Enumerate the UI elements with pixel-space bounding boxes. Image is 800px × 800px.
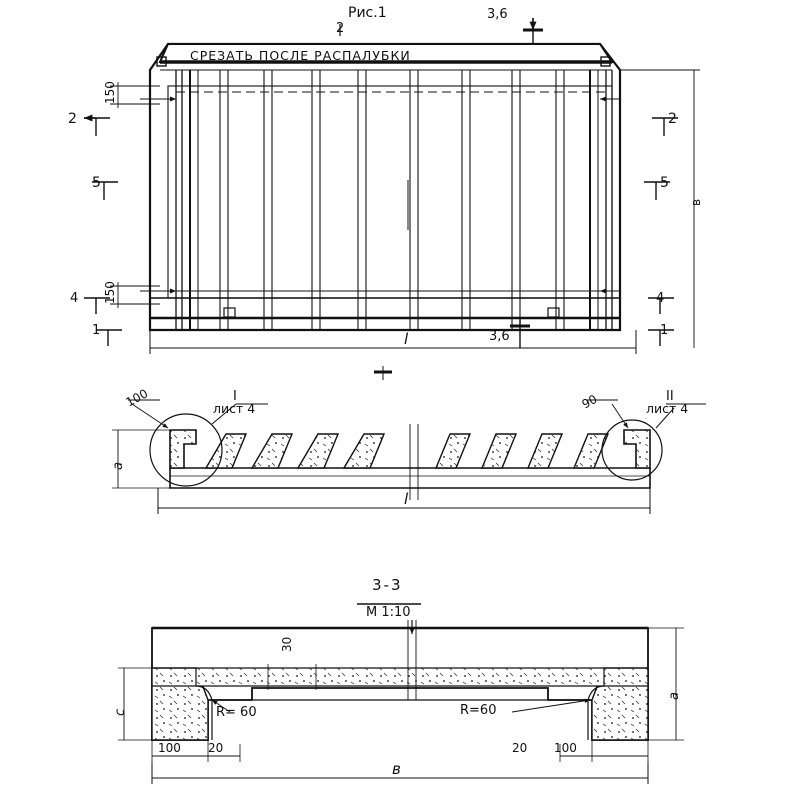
right-mark-2: 2 xyxy=(668,111,677,127)
left-dim-150-top: 150 xyxy=(103,81,117,104)
mid-length-dim-l: l xyxy=(404,490,409,508)
section-top-dim-30: 30 xyxy=(280,636,294,652)
right-mark-1: 1 xyxy=(660,323,669,338)
right-mark-4: 4 xyxy=(656,291,665,306)
radius-left-label: R= 60 xyxy=(216,705,257,720)
top-center-mark: 2 xyxy=(336,21,345,36)
bottom-dim-20-left: 20 xyxy=(208,741,224,755)
left-mark-5: 5 xyxy=(92,175,101,191)
left-mark-2: 2 xyxy=(68,111,77,127)
detail-I-sheet: лист 4 xyxy=(213,401,256,416)
figure-title: Рис.1 xyxy=(348,5,387,21)
mid-right-dim-90: 90 xyxy=(579,391,600,412)
section-title: 3-3 xyxy=(372,576,403,594)
right-mark-5: 5 xyxy=(660,175,669,191)
mid-left-dim-100: 100 xyxy=(123,386,151,410)
detail-II-sheet: лист 4 xyxy=(646,401,689,416)
left-dim-150-bottom: 150 xyxy=(103,281,117,304)
section-scale: М 1:10 xyxy=(366,605,411,620)
detail-II-label: II xyxy=(666,389,674,404)
detail-I-label: I xyxy=(233,389,237,404)
left-mark-4: 4 xyxy=(70,291,79,306)
section-height-c: c xyxy=(113,708,128,716)
top-section-callout: 3,6 xyxy=(487,7,508,22)
section-height-a: a xyxy=(667,692,682,700)
left-mark-1: 1 xyxy=(92,323,101,338)
bottom-dim-20-right: 20 xyxy=(512,741,528,755)
bottom-section-callout: 3,6 xyxy=(489,329,510,344)
bottom-dim-100-right: 100 xyxy=(554,741,577,755)
plan-length-dim: l xyxy=(404,330,409,348)
right-small-label: в xyxy=(689,198,703,206)
section-overall-dim: в xyxy=(392,760,401,778)
mid-height-dim-a: a xyxy=(111,462,126,470)
cut-after-stripping-note: СРЕЗАТЬ ПОСЛЕ РАСПАЛУБКИ xyxy=(190,48,411,63)
bottom-dim-100-left: 100 xyxy=(158,741,181,755)
radius-right-label: R=60 xyxy=(460,703,497,718)
